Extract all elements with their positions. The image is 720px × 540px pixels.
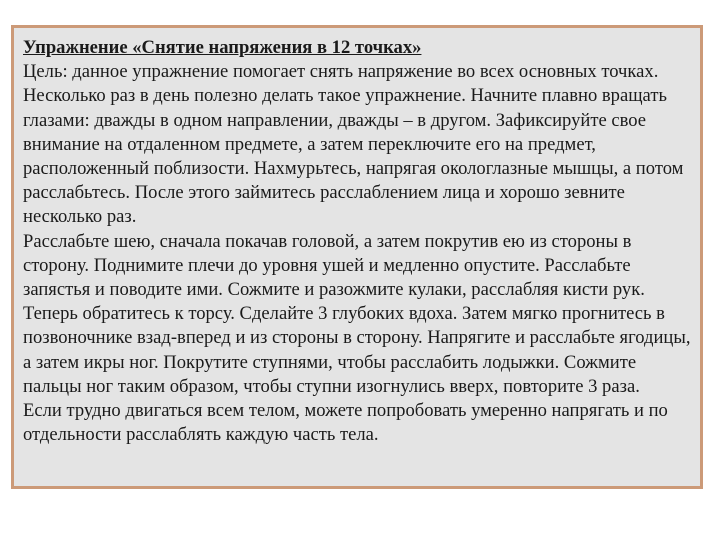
eyes-face-paragraph: Несколько раз в день полезно делать такое упражнение. Начните плавно вращать глазами: дважды в одном направлении, дважды – в другом. Зафиксируйте свое внимание на отдаленном предмете, а затем переключите его на предмет, расположенный поблизости. Нахмурьтесь, напрягая окологлазные мышцы, а потом расслабьтесь. После этого займитесь расслаблением лица и хорошо зевните несколько раз. — [23, 85, 684, 228]
exercise-title: Упражнение «Снятие напряжения в 12 точках» — [23, 37, 422, 58]
exercise-text-box — [11, 25, 703, 489]
goal-paragraph: Цель: данное упражнение помогает снять напряжение во всех основных точках. — [23, 61, 659, 83]
body-paragraph: Расслабьте шею, сначала покачав головой, а затем покрутив ею из стороны в сторону. Поднимите плечи до уровня ушей и медленно опустите. Расслабьте запястья и поводите ими. Сожмите и разожмите кулаки, расслабляя кисти рук. Теперь обратитесь к торсу. Сделайте 3 глубоких вдоха. Затем мягко прогнитесь в позвоночнике взад-вперед и из стороны в сторону. Напрягите и расслабьте ягодицы, а затем икры ног. Покрутите ступнями, чтобы расслабить лодыжки. Сожмите пальцы ног таким образом, чтобы ступни изогнулись вверх, повторите 3 раза. — [23, 230, 691, 397]
alternative-paragraph: Если трудно двигаться всем телом, можете попробовать умеренно напрягать и по отдельности расслаблять каждую часть тела. — [23, 400, 668, 446]
